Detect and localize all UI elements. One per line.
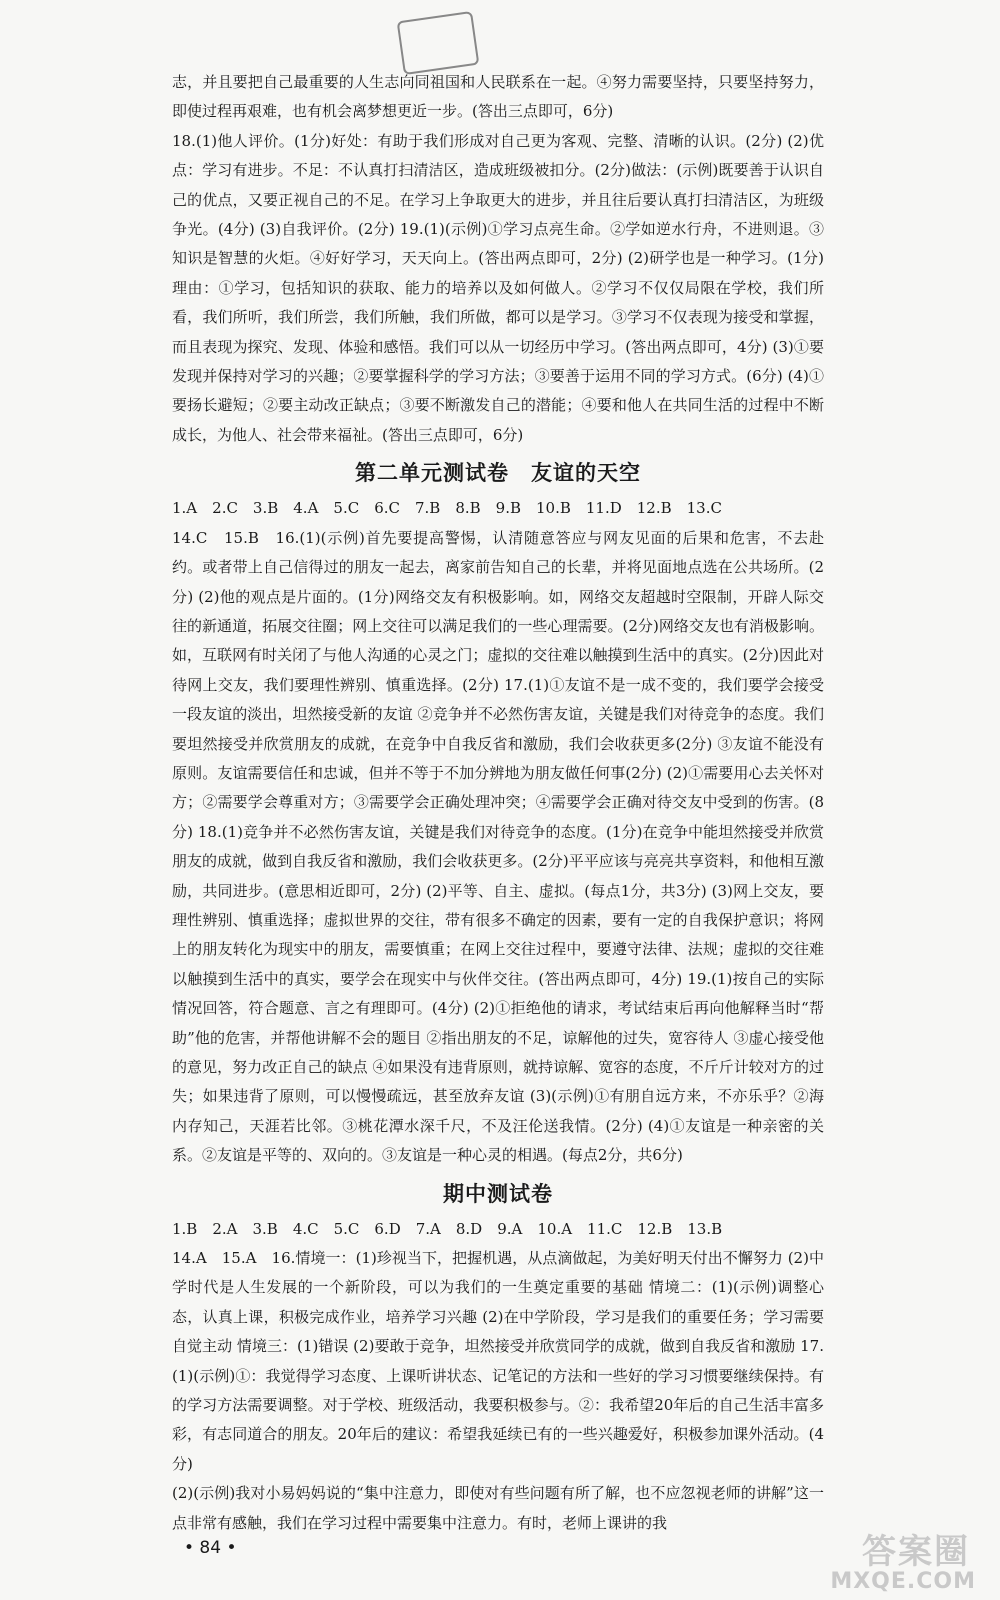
section-heading-midterm: 期中测试卷 bbox=[443, 1181, 553, 1206]
answer-row: 1.B 2.A 3.B 4.C 5.C 6.D 7.A 8.D 9.A 10.A 11.C 12.B 13.B bbox=[172, 1219, 723, 1238]
stamp-seal-icon bbox=[397, 11, 480, 75]
paragraph: 18.(1)他人评价。(1分)好处：有助于我们形成对自己更为客观、完整、清晰的认识。(2分) (2)优点：学习有进步。不足：不认真打扫清洁区，造成班级被扣分。(2分)做法：(示例)既要善于认识自己的优点，又要正视自己的不足。在学习上争取更大的进步，并且往后要认真打扫清洁区，为班级争光。(4分) (3)自我评价。(2分) 19.(1)(示例)①学习点亮生命。②学如逆水行舟，不进则退。③知识是智慧的火炬。④好好学习，天天向上。(答出两点即可，2分) (2)研学也是一种学习。(1分)理由：①学习，包括知识的获取、能力的培养以及如何做人。②学习不仅仅局限在学校，我们所看，我们所听，我们所尝，我们所触，我们所做，都可以是学习。③学习不仅表现为接受和掌握，而且表现为探究、发现、体验和感悟。我们可以从一切经历中学习。(答出两点即可，4分) (3)①要发现并保持对学习的兴趣；②要掌握科学的学习方法；③要善于运用不同的学习方式。(6分) (4)①要扬长避短；②要主动改正缺点；③要不断激发自己的潜能；④要和他人在共同生活的过程中不断成长，为他人、社会带来福祉。(答出三点即可，6分) bbox=[172, 131, 824, 444]
section-heading-unit2: 第二单元测试卷 友谊的天空 bbox=[355, 461, 641, 486]
paragraph: 14.A 15.A 16.情境一：(1)珍视当下，把握机遇，从点滴做起，为美好明天付出不懈努力 (2)中学时代是人生发展的一个新阶段，可以为我们的一生奠定重要的基础 情境二：(1)(示例)调整心态，认真上课，积极完成作业，培养学习兴趣 (2)在中学阶段，学习是我们的重要任务；学习需要自觉主动 情境三：(1)错误 (2)要敢于竞争，坦然接受并欣赏同学的成就，做到自我反省和激励 17.(1)(示例)①：我觉得学习态度、上课听讲状态、记笔记的方法和一些好的学习习惯要继续保持。有的学习方法需要调整。对于学校、班级活动，我要积极参与。②：我希望20年后的自己生活丰富多彩，有志同道合的朋友。20年后的建议：希望我延续已有的一些兴趣爱好，积极参加课外活动。(4分) bbox=[172, 1249, 824, 1473]
paragraph: 14.C 15.B 16.(1)(示例)首先要提高警惕，认清随意答应与网友见面的后果和危害，不去赴约。或者带上自己信得过的朋友一起去，离家前告知自己的长辈，并将见面地点选在公共场所。(2分) (2)他的观点是片面的。(1分)网络交友有积极影响。如，网络交友超越时空限制，开辟人际交往的新通道，拓展交往圈；网上交往可以满足我们的一些心理需要。(2分)网络交友也有消极影响。如，互联网有时关闭了与他人沟通的心灵之门；虚拟的交往难以触摸到生活中的真实。(2分)因此对待网上交友，我们要理性辨别、慎重选择。(2分) 17.(1)①友谊不是一成不变的，我们要学会接受一段友谊的淡出，坦然接受新的友谊 ②竞争并不必然伤害友谊，关键是我们对待竞争的态度。我们要坦然接受并欣赏朋友的成就，在竞争中自我反省和激励，我们会收获更多(2分) ③友谊不能没有原则。友谊需要信任和忠诚，但并不等于不加分辨地为朋友做任何事(2分) (2)①需要用心去关怀对方；②需要学会尊重对方；③需要学会正确处理冲突；④需要学会正确对待交友中受到的伤害。(8分) 18.(1)竞争并不必然伤害友谊，关键是我们对待竞争的态度。(1分)在竞争中能坦然接受并欣赏朋友的成就，做到自我反省和激励，我们会收获更多。(2分)平平应该与亮亮共享资料，和他相互激励，共同进步。(意思相近即可，2分) (2)平等、自主、虚拟。(每点1分，共3分) (3)网上交友，要理性辨别、慎重选择；虚拟世界的交往，带有很多不确定的因素，要有一定的自我保护意识；将网上的朋友转化为现实中的朋友，需要慎重；在网上交往过程中，要遵守法律、法规；虚拟的交往难以触摸到生活中的真实，要学会在现实中与伙伴交往。(答出两点即可，4分) 19.(1)按自己的实际情况回答，符合题意、言之有理即可。(4分) (2)①拒绝他的请求，考试结束后再向他解释当时“帮助”他的危害，并帮他讲解不会的题目 ②指出朋友的不足，谅解他的过失，宽容待人 ③虚心接受他的意见，努力改正自己的缺点 ④如果没有违背原则，就持谅解、宽容的态度，不斤斤计较对方的过失；如果违背了原则，可以慢慢疏远，甚至放弃友谊 (3)(示例)①有朋自远方来，不亦乐乎？②海内存知己，天涯若比邻。③桃花潭水深千尺，不及汪伦送我情。(2分) (4)①友谊是一种亲密的关系。②友谊是平等的、双向的。③友谊是一种心灵的相遇。(每点2分，共6分) bbox=[172, 528, 824, 1165]
paragraph: 志，并且要把自己最重要的人生志向同祖国和人民联系在一起。④努力需要坚持，只要坚持努力，即使过程再艰难，也有机会离梦想更近一步。(答出三点即可，6分) bbox=[172, 73, 824, 121]
paragraph: (2)(示例)我对小易妈妈说的“集中注意力，即使对有些问题有所了解，也不应忽视老师的讲解”这一点非常有感触，我们在学习过程中需要集中注意力。有时，老师上课讲的我 bbox=[172, 1484, 824, 1532]
watermark-logo bbox=[796, 1524, 986, 1594]
watermark-url: MXQE.COM bbox=[830, 1569, 976, 1594]
answer-content bbox=[172, 68, 824, 1538]
answer-row: 1.A 2.C 3.B 4.A 5.C 6.C 7.B 8.B 9.B 10.B 11.D 12.B 13.C bbox=[172, 499, 722, 518]
watermark-text: 答案圈 bbox=[862, 1532, 970, 1572]
page-number: • 84 • bbox=[184, 1538, 237, 1558]
